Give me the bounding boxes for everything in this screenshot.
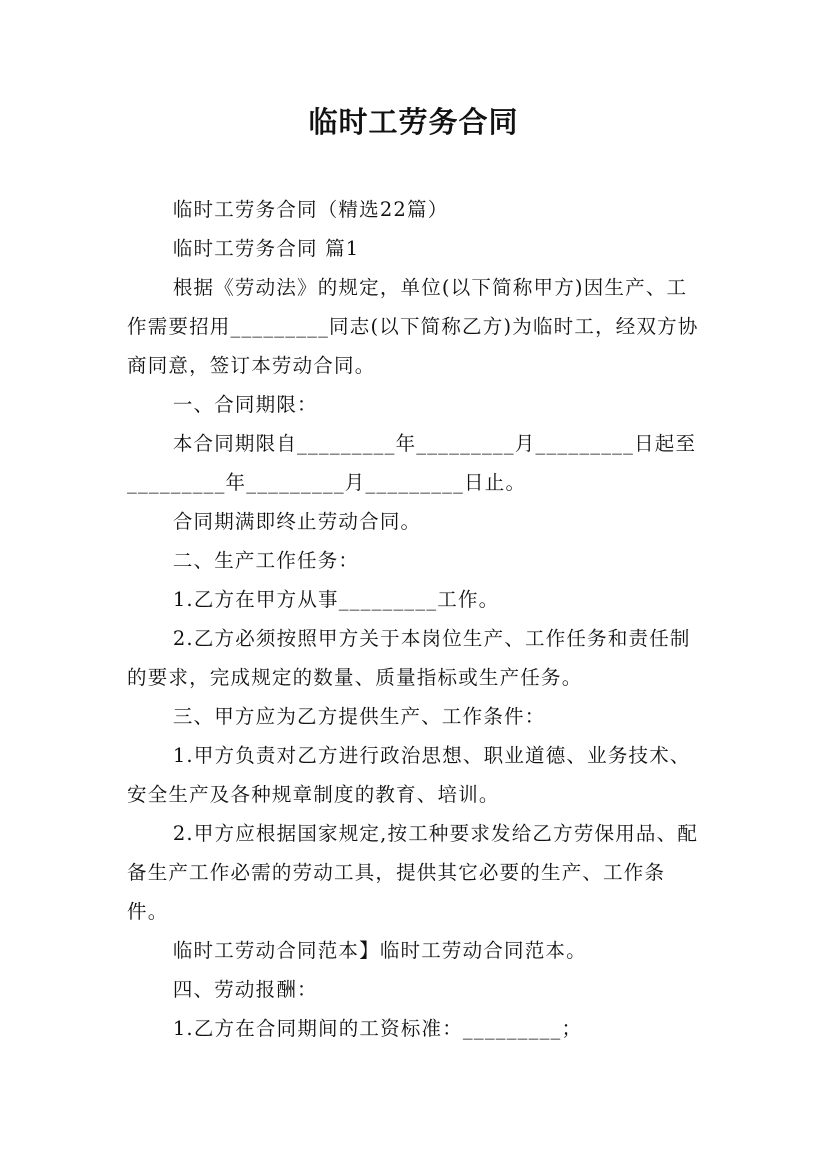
paragraph-pay-1: 1.乙方在合同期间的工资标准：_________；	[172, 1017, 583, 1040]
paragraph-clause-heading-term: 一、合同期限：	[172, 393, 318, 416]
paragraph-template-note: 临时工劳动合同范本】临时工劳动合同范本。	[172, 939, 587, 962]
paragraph-section-heading: 临时工劳务合同 篇1	[172, 237, 360, 260]
paragraph-term-dates: 本合同期限自_________年_________月_________日起至_________年_________月_________日止。	[127, 432, 697, 494]
document-title: 临时工劳务合同	[308, 105, 519, 139]
paragraph-clause-heading-tasks: 二、生产工作任务：	[172, 549, 360, 572]
paragraph-preamble: 根据《劳动法》的规定，单位(以下简称甲方)因生产、工作需要招用_________同志(以下简称乙方)为临时工，经双方协商同意，签订本劳动合同。	[127, 276, 699, 377]
paragraph-subtitle: 临时工劳务合同（精选22篇）	[172, 198, 449, 221]
paragraph-clause-heading-conditions: 三、甲方应为乙方提供生产、工作条件：	[172, 705, 546, 728]
paragraph-condition-1: 1.甲方负责对乙方进行政治思想、职业道德、业务技术、安全生产及各种规章制度的教育、培训。	[127, 744, 691, 806]
document-body	[127, 190, 705, 1048]
paragraph-task-1: 1.乙方在甲方从事_________工作。	[172, 588, 500, 611]
paragraph-clause-heading-pay: 四、劳动报酬：	[172, 978, 318, 1001]
paragraph-task-2: 2.乙方必须按照甲方关于本岗位生产、工作任务和责任制的要求，完成规定的数量、质量指标或生产任务。	[127, 627, 691, 689]
paragraph-condition-2: 2.甲方应根据国家规定,按工种要求发给乙方劳保用品、配备生产工作必需的劳动工具，提供其它必要的生产、工作条件。	[127, 822, 699, 923]
paragraph-term-end: 合同期满即终止劳动合同。	[172, 510, 422, 533]
